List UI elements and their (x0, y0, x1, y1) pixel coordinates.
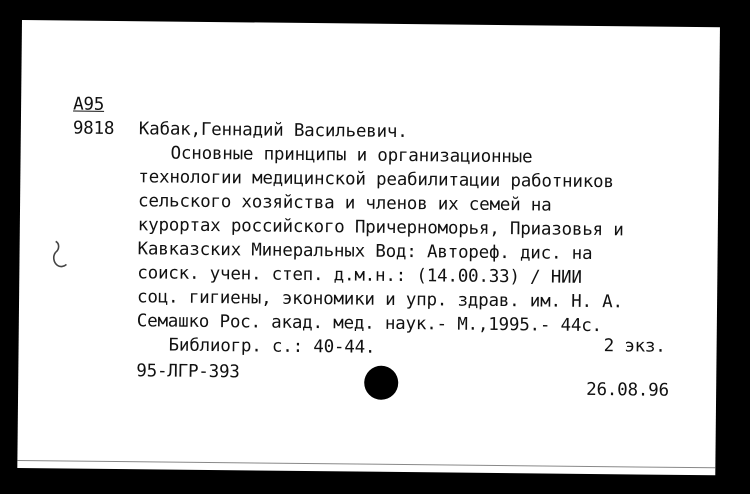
inventory-number: 9818 (72, 118, 115, 139)
title-line: курортах российского Причерноморья, Приазовья и (137, 215, 624, 241)
entry-date: 26.08.96 (586, 379, 669, 401)
copies-count: 2 экз. (603, 336, 666, 357)
title-line: Семашко Рос. акад. мед. наук.- М.,1995.- 44с. (136, 311, 603, 337)
title-line: Основные принципы и организационные (170, 143, 533, 168)
title-line: Кавказских Минеральных Вод: Автореф. дис. на (137, 239, 593, 264)
title-line: сельского хозяйства и членов их семей на (138, 191, 552, 216)
catalog-code: 95-ЛГР-393 (136, 361, 240, 383)
bibliography-note: Библиогр. с.: 40-44. (168, 335, 376, 358)
title-line: соиск. учен. степ. д.м.н.: (14.00.33) / НИИ (137, 263, 582, 288)
punch-hole (364, 366, 398, 400)
catalog-card (17, 20, 720, 475)
title-line: соц. гигиены, экономики и упр. здрав. им. Н. А. (136, 287, 623, 313)
handwritten-mark (47, 238, 67, 272)
shelf-mark: A95 (73, 94, 105, 115)
title-line: технологии медицинской реабилитации работников (138, 167, 614, 193)
author-heading: Кабак,Геннадий Васильевич. (138, 119, 408, 143)
card-bottom-edge (17, 460, 715, 468)
